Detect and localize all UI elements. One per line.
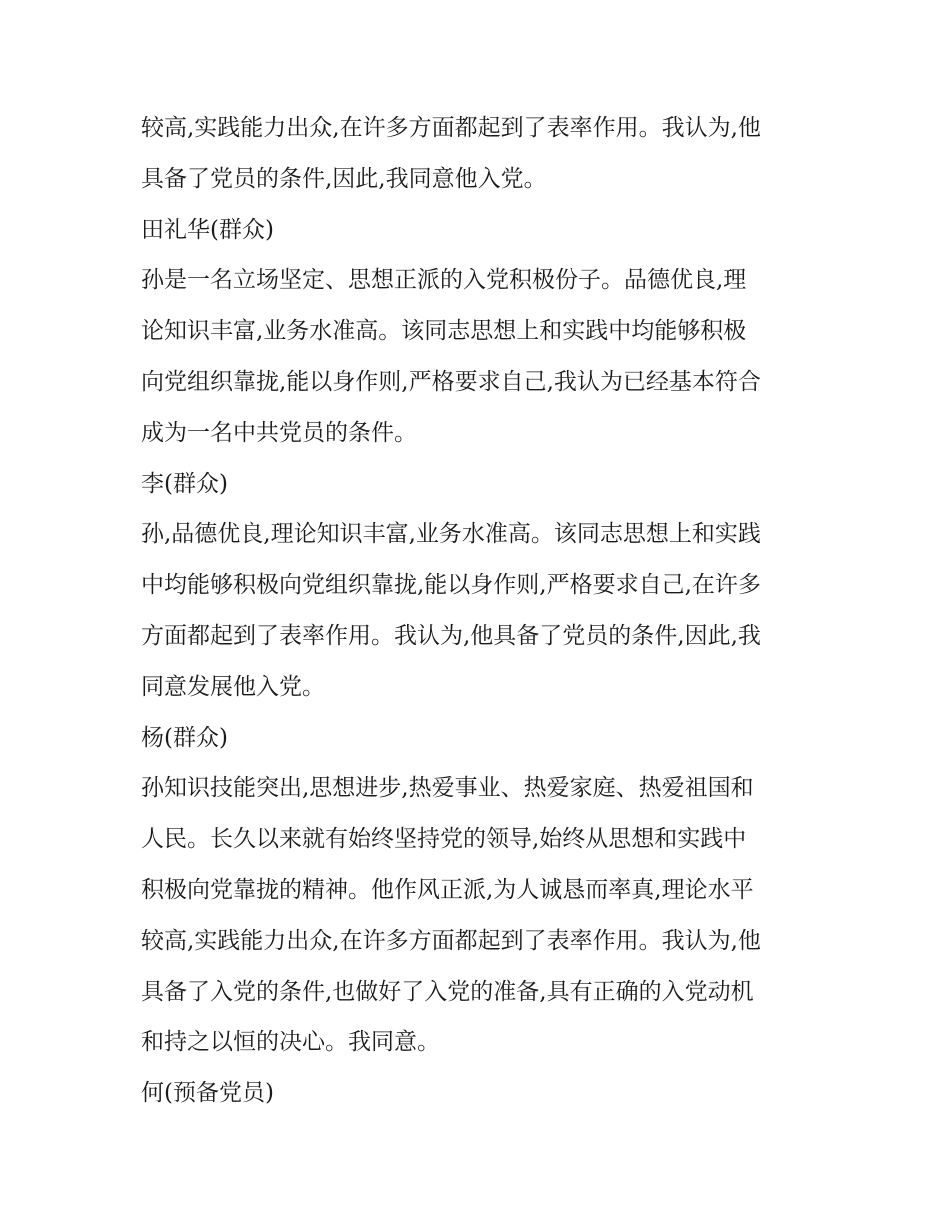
text-line: 孙,品德优良,理论知识丰富,业务水准高。该同志思想上和实践 — [141, 521, 761, 548]
text-line: 同意发展他入党。 — [141, 673, 325, 700]
speaker-heading: 杨(群众) — [141, 724, 228, 751]
text-line: 人民。长久以来就有始终坚持党的领导,始终从思想和实践中 — [141, 826, 747, 853]
text-line: 中均能够积极向党组织靠拢,能以身作则,严格要求自己,在许多 — [141, 572, 761, 599]
text-line: 论知识丰富,业务水准高。该同志思想上和实践中均能够积极 — [141, 318, 747, 345]
text-line: 方面都起到了表率作用。我认为,他具备了党员的条件,因此,我 — [141, 622, 761, 649]
text-line: 较高,实践能力出众,在许多方面都起到了表率作用。我认为,他 — [141, 115, 761, 141]
text-line: 孙知识技能突出,思想进步,热爱事业、热爱家庭、热爱祖国和 — [141, 775, 754, 802]
text-line: 孙是一名立场坚定、思想正派的入党积极份子。品德优良,理 — [141, 267, 747, 294]
text-line: 积极向党靠拢的精神。他作风正派,为人诚恳而率真,理论水平 — [141, 876, 754, 903]
text-line: 具备了入党的条件,也做好了入党的准备,具有正确的入党动机 — [141, 978, 754, 1005]
text-line: 具备了党员的条件,因此,我同意他入党。 — [141, 165, 547, 192]
speaker-heading: 田礼华(群众) — [141, 216, 274, 243]
speaker-heading: 何(预备党员) — [141, 1080, 274, 1107]
speaker-heading: 李(群众) — [141, 470, 228, 497]
text-line: 向党组织靠拢,能以身作则,严格要求自己,我认为已经基本符合 — [141, 368, 761, 395]
text-line: 和持之以恒的决心。我同意。 — [141, 1029, 440, 1056]
text-line: 成为一名中共党员的条件。 — [141, 419, 417, 446]
text-line: 较高,实践能力出众,在许多方面都起到了表率作用。我认为,他 — [141, 927, 761, 954]
document-page — [141, 103, 811, 1119]
